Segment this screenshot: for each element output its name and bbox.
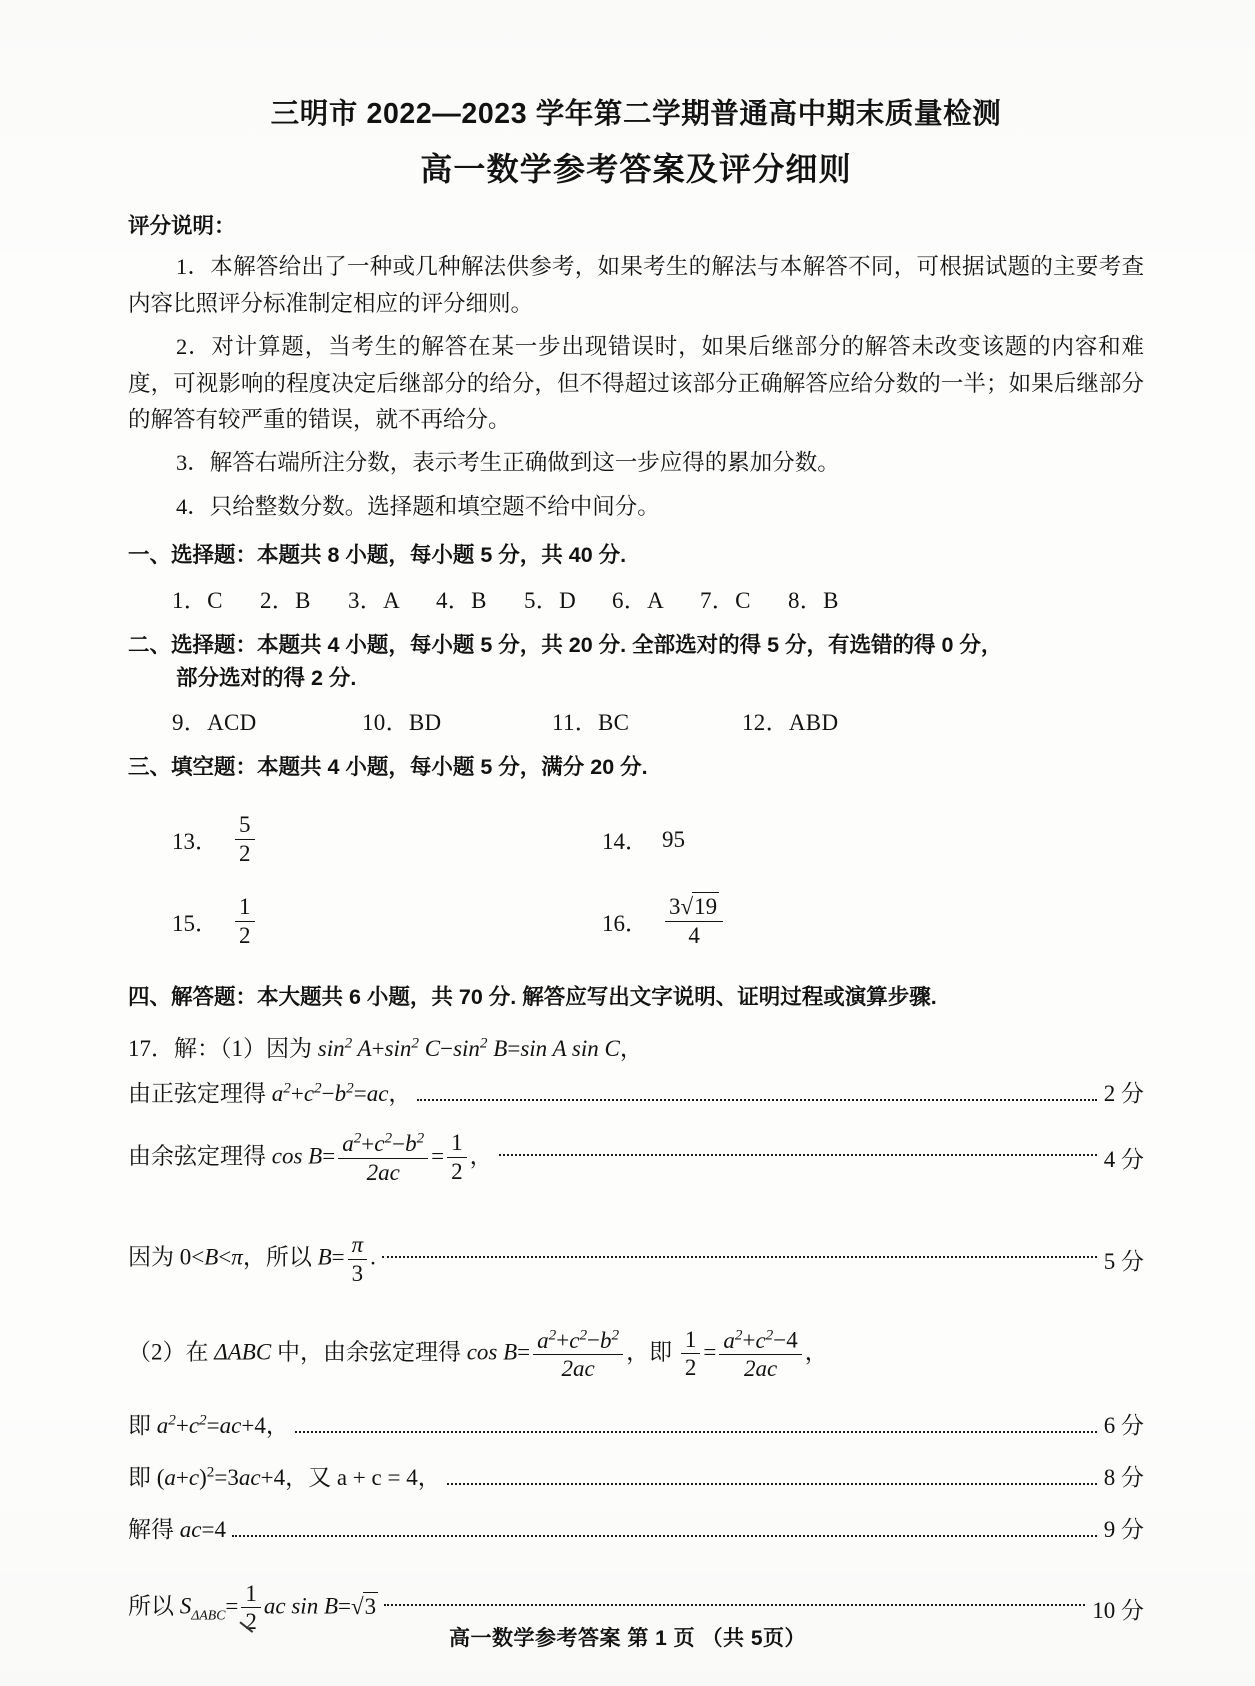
leader-dots xyxy=(384,1603,1085,1606)
fill-blank-14-label: 14． xyxy=(602,829,648,855)
step-6-score: 9 分 xyxy=(1103,1517,1144,1543)
section-one-answers xyxy=(172,582,1144,615)
stray-mark-icon xyxy=(239,1621,253,1633)
step-2-prefix: 由余弦定理得 xyxy=(128,1143,272,1169)
fraction-numerator: 1 xyxy=(235,895,255,921)
step-1-suffix: ， xyxy=(388,1080,412,1106)
section-two-answers xyxy=(172,704,1144,737)
answer-item: 9．ACD xyxy=(172,710,257,736)
step-5-score: 8 分 xyxy=(1103,1465,1144,1491)
section-two-heading-line1: 二、选择题：本题共 4 小题，每小题 5 分，共 20 分. 全部选对的得 5 分，有选错的得 0 分， xyxy=(128,632,1003,657)
answer-item: 6．A xyxy=(612,587,665,613)
fill-blank-16-label: 16． xyxy=(602,911,648,937)
square-root-icon: √19 xyxy=(680,894,718,920)
answer-item: 10．BD xyxy=(362,710,442,736)
fill-blank-16 xyxy=(602,895,726,948)
problem-17-intro-prefix: 17．解：（1）因为 xyxy=(128,1035,318,1061)
fraction-denominator: 2 xyxy=(239,922,251,948)
step-5-text: 即 $(a+c)^2=3ac+4$，又 a + c = 4， xyxy=(128,1463,441,1491)
step-4-text: 即 $a^2+c^2=ac+4$， xyxy=(128,1411,289,1439)
step-3-text: 因为 0<B<π，所以 B= $\frac{\pi}{3}$ . xyxy=(128,1232,376,1286)
fill-blank-row xyxy=(172,799,1072,881)
step-1-text: 由正弦定理得 $a^2+c^2-b^2=ac$， xyxy=(128,1079,412,1106)
answer-item: 2．B xyxy=(260,587,311,613)
exam-title: 三明市 2022—2023 学年第二学期普通高中期末质量检测 xyxy=(270,98,1002,130)
grading-note-3: 3．解答右端所注分数，表示考生正确做到这一步应得的累加分数。 xyxy=(176,450,840,476)
step-2-text: 由余弦定理得 cos B= $\frac{a^2+c^2-b^2}{2ac}$ = $\frac{1}{2}$ ， xyxy=(128,1129,493,1185)
answer-item: 8．B xyxy=(788,587,839,613)
leader-dots xyxy=(295,1430,1097,1433)
leader-dots xyxy=(417,1098,1096,1101)
fraction-ac-minus-4: $\frac{a^2+c^2-4}{2ac}$ xyxy=(719,1327,801,1381)
grading-notes-heading: 评分说明： xyxy=(128,214,236,239)
fraction-3root19-over-4 xyxy=(665,895,723,948)
fraction-cosine-rule: $\frac{a^2+c^2-b^2}{2ac}$ xyxy=(338,1131,428,1185)
fraction-one-half-3: $\frac{1}{2}$ xyxy=(241,1582,261,1635)
step-6-text: 解得 ac=4 xyxy=(128,1517,226,1543)
step-1-prefix: 由正弦定理得 xyxy=(128,1080,272,1106)
answer-item: 7．C xyxy=(700,587,751,613)
fill-blank-14 xyxy=(602,823,685,856)
section-one-heading: 一、选择题：本题共 8 小题，每小题 5 分，共 40 分. xyxy=(128,543,627,568)
problem-17-intro-suffix: ， xyxy=(619,1035,643,1061)
step-4-prefix: 即 xyxy=(128,1413,157,1439)
step-4-suffix: ， xyxy=(265,1413,289,1439)
step-2-suffix: ， xyxy=(469,1143,493,1169)
problem-17-step-4 xyxy=(128,1407,1144,1441)
step-7-score: 10 分 xyxy=(1092,1597,1144,1623)
problem-17-step-6 xyxy=(128,1511,1144,1545)
step-4-score: 6 分 xyxy=(1103,1413,1144,1439)
page-title: 高一数学参考答案及评分细则 xyxy=(420,151,852,188)
radical-coefficient: 3 xyxy=(669,894,681,920)
fill-blank-13-label: 13． xyxy=(172,829,218,855)
problem-17-step-2 xyxy=(128,1121,1144,1195)
fill-blank-14-value: 95 xyxy=(662,826,685,852)
fraction-cosine-rule-2: $\frac{a^2+c^2-b^2}{2ac}$ xyxy=(533,1327,623,1381)
fill-blank-answers xyxy=(172,799,1072,963)
step-2-score: 4 分 xyxy=(1103,1147,1144,1173)
fill-blank-row xyxy=(172,881,1072,963)
leader-dots xyxy=(499,1153,1097,1156)
fraction-one-half: $\frac{1}{2}$ xyxy=(447,1131,467,1184)
step-1-score: 2 分 xyxy=(1103,1080,1144,1106)
step-5-prefix: 即 xyxy=(128,1465,157,1491)
answer-item: 5．D xyxy=(524,587,577,613)
problem-17-intro: 17．解：（1）因为 $\sin^2 A+\sin^2$ $C-\sin^2$ B=sin A sin C， xyxy=(128,1034,643,1061)
step-7-prefix: 所以 xyxy=(128,1593,180,1619)
step-7-text: 所以 $S_{\Delta ABC}=$ $\frac{1}{2}$ ac sin B=√3 xyxy=(128,1580,377,1635)
answer-item: 1．C xyxy=(172,587,223,613)
fraction-1-over-2 xyxy=(235,895,255,948)
leader-dots xyxy=(382,1255,1097,1258)
fraction-numerator: 5 xyxy=(235,813,255,839)
section-two-heading-line2: 部分选对的得 2 分. xyxy=(176,665,357,690)
problem-17-step-5 xyxy=(128,1459,1144,1493)
footer-text: 高一数学参考答案 第 1 页 （共 5页） xyxy=(448,1627,807,1650)
fill-blank-13 xyxy=(172,813,602,866)
answer-item: 4．B xyxy=(436,587,487,613)
grading-note-2: 2．对计算题，当考生的解答在某一步出现错误时，如果后继部分的解答未改变该题的内容和难度，可视影响的程度决定后继部分的给分，但不得超过该部分正确解答应给分数的一半；如果后继部分的解答有较严重的错误，就不再给分。 xyxy=(128,334,1144,432)
page-footer xyxy=(0,1622,1255,1652)
grading-note-4: 4．只给整数分数。选择题和填空题不给中间分。 xyxy=(176,493,660,519)
section-four-heading: 四、解答题：本大题共 6 小题，共 70 分. 解答应写出文字说明、证明过程或演算步骤. xyxy=(128,984,937,1009)
step-5-mid: ，又 a + c = 4 xyxy=(285,1465,418,1491)
step-3-score: 5 分 xyxy=(1103,1249,1144,1275)
step-6-prefix: 解得 xyxy=(128,1517,180,1543)
fraction-pi-over-3: $\frac{\pi}{3}$ xyxy=(348,1233,368,1286)
fraction-5-over-2 xyxy=(235,813,255,866)
square-root-icon: √3 xyxy=(350,1593,377,1619)
step-5-suffix: ， xyxy=(417,1465,441,1491)
fraction-one-half-2: $\frac{1}{2}$ xyxy=(681,1328,701,1381)
problem-17-part2-head: （2）在 ΔABC 中，由余弦定理得 cos B= $\frac{a^2+c^2-b^2}{2ac}$ ，即 $\frac{1}{2}$ = $\frac{a^2+c^2-4}{2ac}$ ， xyxy=(128,1325,828,1381)
fill-blank-15 xyxy=(172,895,602,948)
answer-item: 11．BC xyxy=(552,710,630,736)
problem-17-step-3 xyxy=(128,1223,1144,1297)
page-content xyxy=(128,0,1144,1645)
fraction-denominator: 2 xyxy=(239,840,251,866)
grading-note-1: 1．本解答给出了一种或几种解法供参考，如果考生的解法与本解答不同，可根据试题的主要考查内容比照评分标准制定相应的评分细则。 xyxy=(128,254,1144,316)
answer-item: 3．A xyxy=(348,587,401,613)
fill-blank-15-label: 15． xyxy=(172,911,218,937)
section-three-heading: 三、填空题：本题共 4 小题，每小题 5 分，满分 20 分. xyxy=(128,755,648,780)
leader-dots xyxy=(232,1534,1097,1537)
fraction-numerator xyxy=(665,895,723,921)
fraction-denominator: 4 xyxy=(688,922,700,948)
leader-dots xyxy=(447,1482,1097,1485)
problem-17-step-1 xyxy=(128,1075,1144,1109)
radicand: 19 xyxy=(694,894,718,920)
section-two-heading xyxy=(128,629,1144,696)
answer-item: 12．ABD xyxy=(742,710,839,736)
